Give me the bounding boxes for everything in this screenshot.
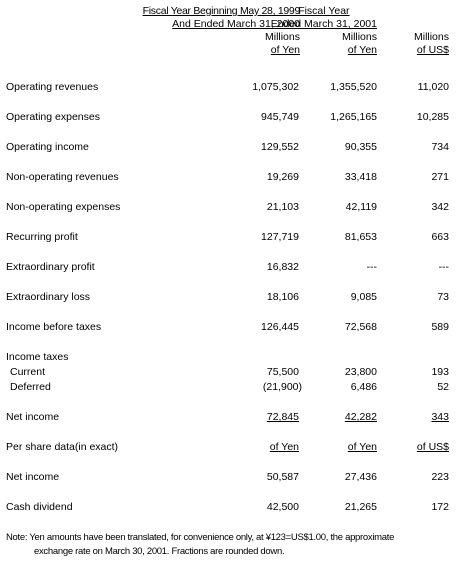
col2-unit-line2: of Yen <box>347 44 377 56</box>
row-value-fy2001-usd: 663 <box>431 231 449 243</box>
row-value-fy2000: 42,500 <box>266 501 299 513</box>
row-value-fy2000: 16,832 <box>266 261 299 273</box>
row-value-fy2001-usd: 73 <box>437 291 449 303</box>
col2-period-line2: Ended March 31, 2001 <box>270 18 377 30</box>
row-value-fy2000: 18,106 <box>266 291 299 303</box>
col1-period-line1: Fiscal Year Beginning May 28, 1999 <box>142 5 300 17</box>
row-value-fy2001-usd: 589 <box>431 321 449 333</box>
row-value-fy2001-usd: 193 <box>431 366 449 378</box>
col2-unit-line1: Millions <box>341 31 377 43</box>
col2-header <box>271 5 377 57</box>
row-value-fy2001-yen: 81,653 <box>344 231 377 243</box>
row-value-fy2001-yen: 21,265 <box>344 501 377 513</box>
row-label: Deferred <box>10 381 51 393</box>
row-value-fy2001-usd: --- <box>438 261 449 273</box>
row-value-fy2001-usd: 172 <box>431 501 449 513</box>
row-label: Operating revenues <box>6 81 99 93</box>
row-value-fy2001-yen: 1,265,165 <box>330 111 377 123</box>
row-value-fy2001-yen: 9,085 <box>350 291 377 303</box>
col3-unit-line2: of US$ <box>416 44 449 56</box>
row-value-fy2001-usd: 10,285 <box>416 111 449 123</box>
footnote-line1: Note: Yen amounts have been translated, for convenience only, at ¥123=US$1.00, the approximate <box>6 532 395 543</box>
row-unit-fy2000: of Yen <box>269 441 299 453</box>
footnote-line2: exchange rate on March 30, 2001. Fractions are rounded down. <box>34 546 285 557</box>
row-label: Non-operating revenues <box>6 171 119 183</box>
row-value-fy2001-usd: 11,020 <box>417 81 449 93</box>
row-label: Operating income <box>6 141 89 153</box>
row-value-fy2001-usd: 52 <box>437 381 449 393</box>
row-label: Extraordinary loss <box>6 291 91 303</box>
row-value-fy2001-yen: 42,119 <box>345 201 377 213</box>
col3-unit-line1: Millions <box>413 31 449 43</box>
row-value-fy2000: 50,587 <box>266 471 299 483</box>
row-value-fy2001-yen: --- <box>366 261 377 273</box>
row-value-fy2000: 945,749 <box>261 111 299 123</box>
col1-unit-line1: Millions <box>264 31 300 43</box>
row-value-fy2001-yen: 90,355 <box>344 141 377 153</box>
row-value-fy2001-yen: 42,282 <box>344 411 377 423</box>
row-value-fy2001-usd: 271 <box>431 171 449 183</box>
row-value-fy2000: 72,845 <box>266 411 299 423</box>
row-label: Extraordinary profit <box>6 261 95 273</box>
row-value-fy2000: 75,500 <box>266 366 299 378</box>
row-value-fy2001-yen: 33,418 <box>344 171 377 183</box>
col1-period-line2: And Ended March 31, 2000 <box>172 18 300 30</box>
row-label: Net income <box>6 471 60 483</box>
row-value-fy2000: 19,269 <box>266 171 299 183</box>
row-label: Per share data(in exact) <box>6 441 119 453</box>
col1-unit-line2: of Yen <box>270 44 300 56</box>
row-label: Cash dividend <box>6 501 73 513</box>
row-value-fy2001-usd: 342 <box>431 201 449 213</box>
row-value-fy2001-yen: 72,568 <box>344 321 377 333</box>
row-label: Recurring profit <box>6 231 78 243</box>
col3-header <box>414 31 449 57</box>
row-value-fy2000: 1,075,302 <box>252 81 299 93</box>
row-value-fy2000: 127,719 <box>261 231 299 243</box>
row-value-fy2001-usd: 223 <box>431 471 449 483</box>
row-label: Income taxes <box>6 351 69 363</box>
row-value-fy2001-usd: 734 <box>431 141 449 153</box>
row-label: Non-operating expenses <box>6 201 121 213</box>
row-value-fy2001-yen: 23,800 <box>344 366 377 378</box>
row-value-fy2001-usd: 343 <box>431 411 449 423</box>
row-label: Current <box>10 366 46 378</box>
row-label: Income before taxes <box>6 321 102 333</box>
row-label: Operating expenses <box>6 111 100 123</box>
row-value-fy2000: (21,900) <box>262 381 302 393</box>
footnote <box>6 531 454 559</box>
row-unit-fy2001-usd: of US$ <box>416 441 449 453</box>
row-value-fy2001-yen: 6,486 <box>350 381 377 393</box>
row-label: Net income <box>6 411 60 423</box>
row-value-fy2001-yen: 1,355,520 <box>330 81 377 93</box>
row-unit-fy2001-yen: of Yen <box>347 441 377 453</box>
row-value-fy2000: 129,552 <box>261 141 299 153</box>
row-value-fy2000: 126,445 <box>261 321 299 333</box>
col2-period-line1: Fiscal Year <box>298 5 350 17</box>
row-value-fy2000: 21,103 <box>266 201 299 213</box>
row-value-fy2001-yen: 27,436 <box>344 471 377 483</box>
